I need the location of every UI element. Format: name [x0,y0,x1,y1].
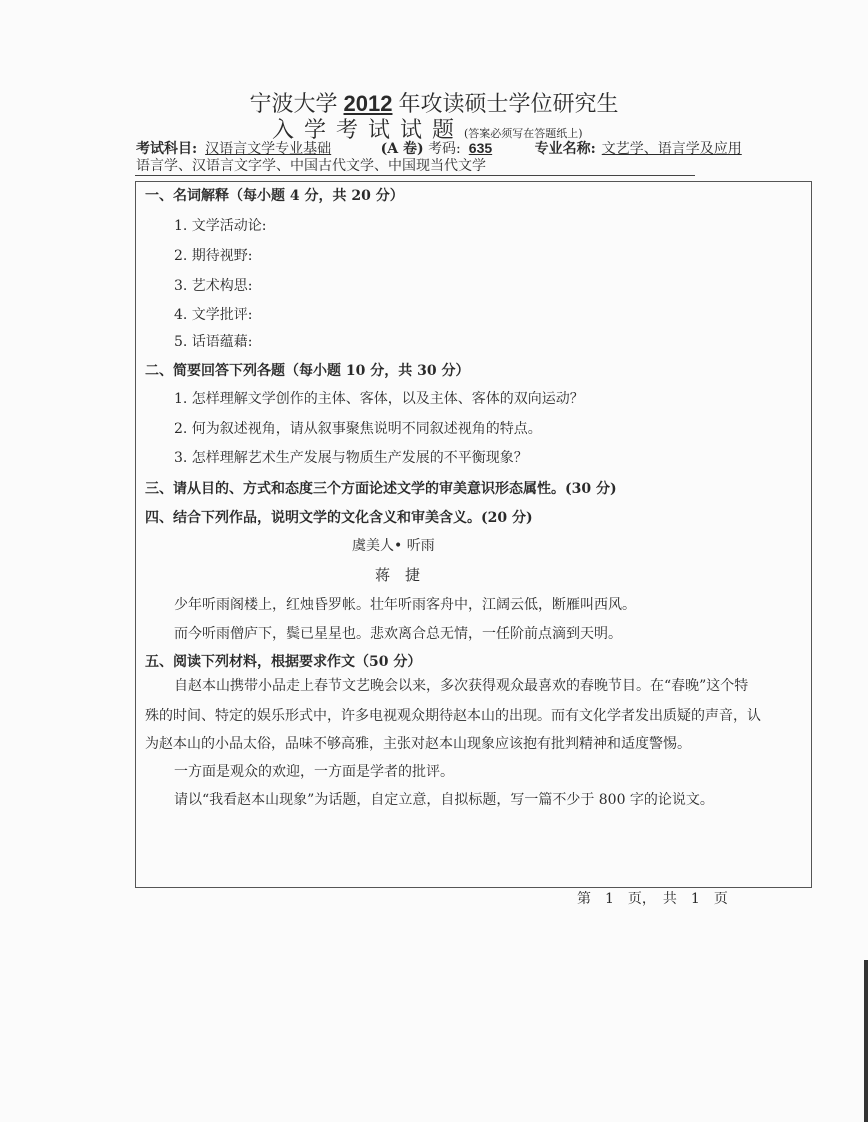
question-item: 1. 怎样理解文学创作的主体、客体，以及主体、客体的双向运动？ [174,391,584,407]
section-4-title: 四、结合下列作品，说明文学的文化含义和审美含义。(20 分) [145,510,533,526]
paper-version: (A 卷) [380,141,424,157]
exam-title: 入学考试试题 [272,118,465,143]
poem-line: 少年听雨阁楼上，红烛昏罗帐。壮年听雨客舟中，江阔云低，断雁叫西风。 [174,597,636,613]
question-item: 5. 话语蕴藉: [174,334,253,350]
poem-title: 虞美人• 听雨 [352,538,435,554]
exam-code: 635 [468,140,493,156]
question-item: 1. 文学活动论: [174,218,267,234]
material-text: 为赵本山的小品太俗，品味不够高雅，主张对赵本山现象应该抱有批判精神和适度警惕。 [145,736,691,752]
university: 宁波大学 [249,92,338,117]
question-item: 2. 何为叙述视角，请从叙事聚焦说明不同叙述视角的特点。 [174,421,542,437]
title-line-1 [0,90,868,119]
subject-line [136,139,742,158]
material-text: 自赵本山携带小品走上春节文艺晚会以来，多次获得观众最喜欢的春晚节目。在“春晚”这个特 [174,678,749,694]
code-label: 考码: [428,141,461,157]
subject-label: 考试科目: [136,141,198,157]
question-item: 4. 文学批评: [174,307,253,323]
subject: 汉语言文学专业基础 [205,141,332,157]
major-line-1: 文艺学、语言学及应用 [601,141,742,157]
major-line-2: 语言学、汉语言文字学、中国古代文学、中国现当代文学 [136,158,486,174]
section-5-title: 五、阅读下列材料，根据要求作文（50 分） [145,654,422,670]
essay-prompt: 请以“我看赵本山现象”为话题，自定立意，自拟标题，写一篇不少于 800 字的论说文。 [174,792,714,808]
material-text: 一方面是观众的欢迎，一方面是学者的批评。 [174,764,454,780]
section-1-title: 一、名词解释（每小题 4 分，共 20 分） [145,188,404,204]
poem-author: 蒋 捷 [375,566,421,584]
question-item: 3. 艺术构思: [174,278,253,294]
answer-note: (答案必须写在答题纸上) [464,127,583,140]
title-suffix: 年攻读硕士学位研究生 [398,92,619,117]
major-label: 专业名称: [534,141,596,157]
scan-edge [864,960,868,1122]
poem-line: 而今听雨僧庐下，鬓已星星也。悲欢离合总无情，一任阶前点滴到天明。 [174,626,622,642]
question-item: 2. 期待视野: [174,248,253,264]
year: 2012 [343,91,393,116]
material-text: 殊的时间、特定的娱乐形式中，许多电视观众期待赵本山的出现。而有文化学者发出质疑的声音，认 [145,708,761,724]
underline [135,175,695,176]
section-2-title: 二、简要回答下列各题（每小题 10 分，共 30 分） [145,363,470,379]
page-number: 第 1 页， 共 1 页 [577,891,728,907]
section-3-title: 三、请从目的、方式和态度三个方面论述文学的审美意识形态属性。(30 分) [145,481,617,497]
question-item: 3. 怎样理解艺术生产发展与物质生产发展的不平衡现象？ [174,450,528,466]
